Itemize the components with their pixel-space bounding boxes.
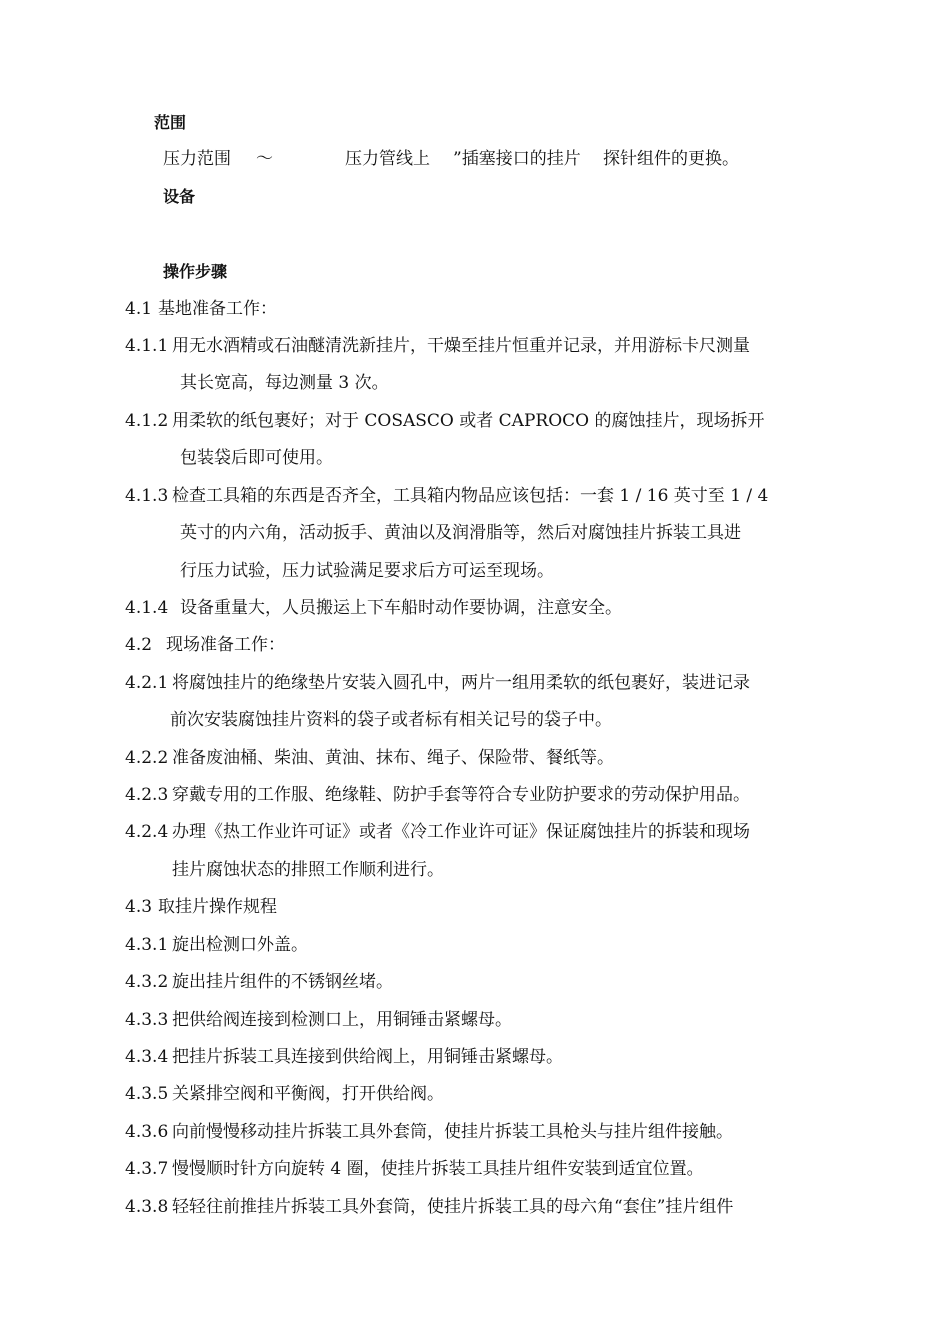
step-text: 把供给阀连接到检测口上，用铜锤击紧螺母。 (172, 1010, 512, 1030)
step-number: 4.3.6 (125, 1122, 169, 1142)
step-text: 穿戴专用的工作服、绝缘鞋、防护手套等符合专业防护要求的劳动保护用品。 (172, 785, 750, 805)
scope-text-plug-port: ”插塞接口的挂片 (453, 149, 581, 169)
heading-scope: 范围 (154, 113, 187, 132)
step-text: 取挂片操作规程 (158, 897, 277, 917)
step-number: 4.3.4 (125, 1047, 169, 1067)
step-number: 4.1.2 (125, 411, 169, 431)
step-text-continued: 英寸的内六角，活动扳手、黄油以及润滑脂等，然后对腐蚀挂片拆装工具进 (180, 523, 741, 543)
step-text: 现场准备工作： (166, 635, 285, 655)
step-text: 设备重量大，人员搬运上下车船时动作要协调，注意安全。 (180, 598, 622, 618)
step-number: 4.3.8 (125, 1197, 169, 1217)
step-text-continued: 前次安装腐蚀挂片资料的袋子或者标有相关记号的袋子中。 (170, 710, 612, 730)
step-text-continued: 挂片腐蚀状态的排照工作顺利进行。 (172, 860, 444, 880)
step-text: 办理《热工作业许可证》或者《冷工作业许可证》保证腐蚀挂片的拆装和现场 (172, 822, 750, 842)
step-text: 将腐蚀挂片的绝缘垫片安装入圆孔中，两片一组用柔软的纸包裹好，装进记录 (172, 673, 750, 693)
step-number: 4.1.3 (125, 486, 169, 506)
step-text: 向前慢慢移动挂片拆装工具外套筒，使挂片拆装工具枪头与挂片组件接触。 (172, 1122, 733, 1142)
step-text: 用无水酒精或石油醚清洗新挂片，干燥至挂片恒重并记录，并用游标卡尺测量 (172, 336, 750, 356)
scope-text-pressure-range: 压力范围 (163, 149, 231, 169)
step-text: 用柔软的纸包裹好；对于 COSASCO 或者 CAPROCO 的腐蚀挂片，现场拆开 (172, 411, 765, 431)
step-text: 旋出检测口外盖。 (172, 935, 308, 955)
step-number: 4.1 (125, 299, 153, 319)
step-number: 4.3.1 (125, 935, 169, 955)
step-text-continued: 其长宽高，每边测量 3 次。 (180, 373, 389, 393)
step-number: 4.2.1 (125, 673, 169, 693)
step-number: 4.2.2 (125, 748, 169, 768)
heading-steps: 操作步骤 (163, 262, 228, 281)
step-text-continued: 行压力试验，压力试验满足要求后方可运至现场。 (180, 561, 554, 581)
heading-equipment: 设备 (163, 187, 196, 206)
step-text-continued: 包装袋后即可使用。 (180, 448, 333, 468)
scope-text-tilde: ～ (256, 149, 273, 169)
step-text: 把挂片拆装工具连接到供给阀上，用铜锤击紧螺母。 (172, 1047, 563, 1067)
step-text: 基地准备工作： (158, 299, 277, 319)
step-number: 4.3 (125, 897, 153, 917)
step-text: 关紧排空阀和平衡阀，打开供给阀。 (172, 1084, 444, 1104)
scope-text-probe: 探针组件的更换。 (603, 149, 739, 169)
step-text: 检查工具箱的东西是否齐全，工具箱内物品应该包括：一套 1 / 16 英寸至 1 / 4 (172, 486, 769, 506)
step-number: 4.3.7 (125, 1159, 169, 1179)
step-number: 4.2.3 (125, 785, 169, 805)
step-number: 4.2.4 (125, 822, 169, 842)
step-text: 准备废油桶、柴油、黄油、抹布、绳子、保险带、餐纸等。 (172, 748, 614, 768)
step-text: 慢慢顺时针方向旋转 4 圈，使挂片拆装工具挂片组件安装到适宜位置。 (172, 1159, 704, 1179)
step-number: 4.3.2 (125, 972, 169, 992)
step-number: 4.1.1 (125, 336, 169, 356)
scope-text-pipeline: 压力管线上 (345, 149, 430, 169)
step-number: 4.1.4 (125, 598, 169, 618)
step-number: 4.3.5 (125, 1084, 169, 1104)
step-number: 4.3.3 (125, 1010, 169, 1030)
step-number: 4.2 (125, 635, 153, 655)
step-text: 旋出挂片组件的不锈钢丝堵。 (172, 972, 393, 992)
step-text: 轻轻往前推挂片拆装工具外套筒，使挂片拆装工具的母六角“套住”挂片组件 (172, 1197, 734, 1217)
